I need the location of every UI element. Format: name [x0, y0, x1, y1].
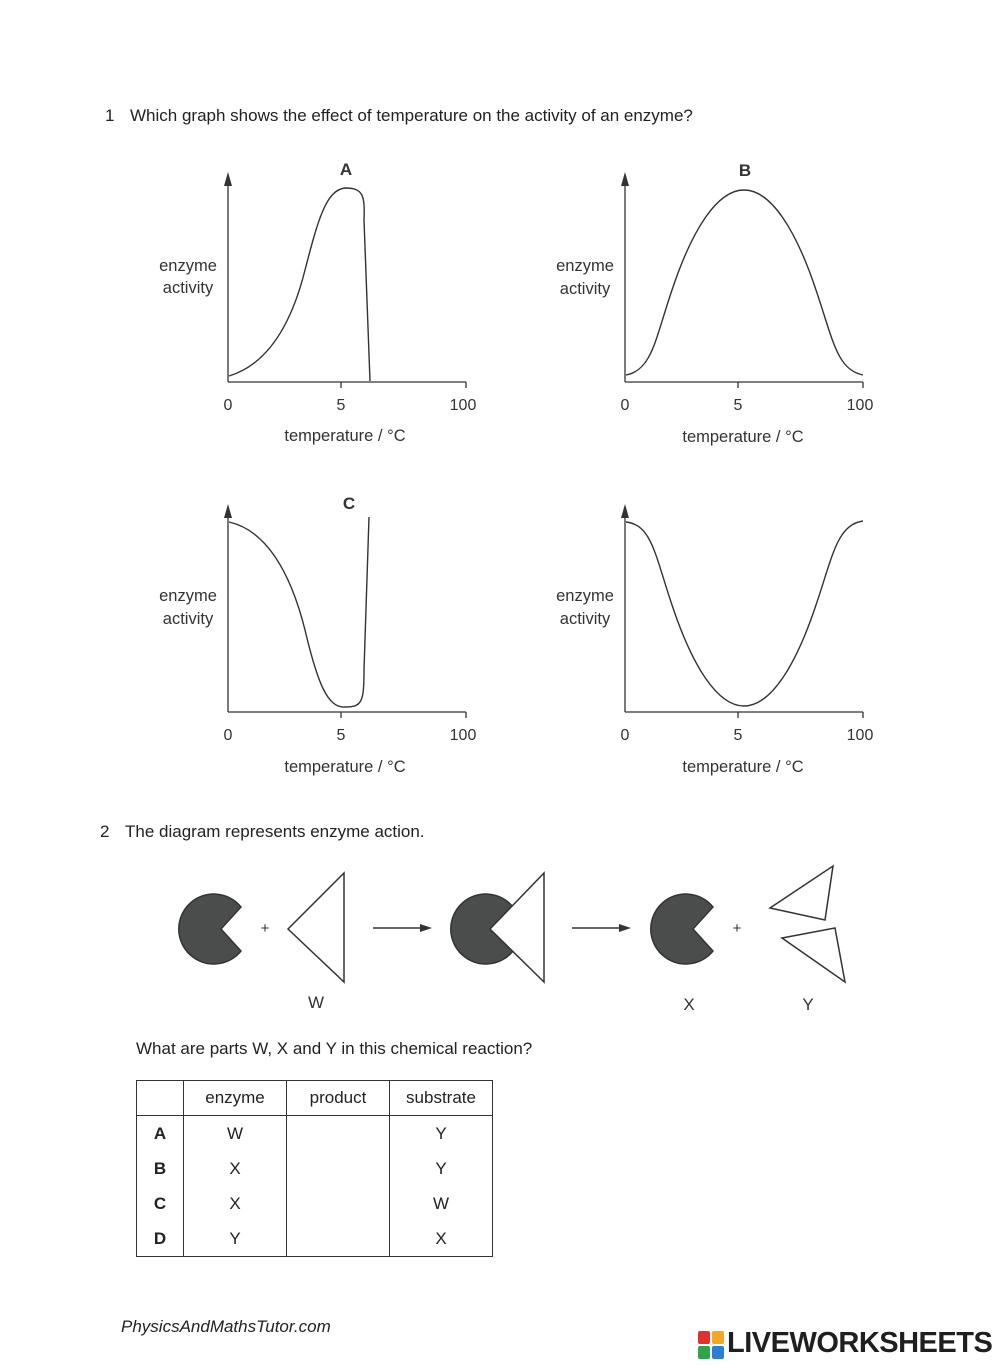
y-label-line1: enzyme [556, 587, 614, 605]
x-tick-5: 5 [336, 727, 346, 744]
table-row[interactable] [137, 1221, 493, 1257]
liveworksheets-logo-icon [698, 1331, 724, 1359]
cell-substrate: W [432, 1193, 450, 1213]
x-tick-100: 100 [846, 397, 874, 414]
label-y: Y [802, 995, 814, 1014]
plus-sign: + [260, 920, 270, 937]
arrow-head-icon [420, 924, 432, 932]
graph-c-title: C [342, 494, 356, 513]
enzyme-action-diagram [170, 855, 870, 1025]
y-label-line2: activity [162, 610, 214, 628]
question-1-number: 1 [105, 106, 115, 125]
x-tick-5: 5 [336, 397, 346, 414]
table-row[interactable] [137, 1151, 493, 1186]
graph-d [537, 480, 887, 780]
plus-sign: + [732, 920, 742, 937]
x-tick-5: 5 [733, 727, 743, 744]
y-axis-arrow-icon [224, 172, 232, 186]
y-label-line1: enzyme [556, 257, 614, 275]
option-label: B [137, 1151, 184, 1186]
question-2-text: The diagram represents enzyme action. [125, 822, 425, 841]
y-label-line1: enzyme [159, 257, 217, 275]
x-tick-0: 0 [620, 727, 630, 744]
table-header-row [137, 1081, 493, 1116]
cell-product [287, 1186, 390, 1221]
label-x: X [683, 995, 695, 1014]
table-row[interactable] [137, 1116, 493, 1152]
x-tick-100: 100 [846, 727, 874, 744]
curve-d [626, 521, 863, 706]
cell-substrate: Y [435, 1158, 447, 1178]
product-triangle-upper [770, 866, 833, 920]
cell-substrate: Y [435, 1123, 447, 1143]
cell-enzyme: Y [184, 1221, 287, 1257]
option-label: A [137, 1116, 184, 1152]
x-tick-0: 0 [223, 727, 233, 744]
enzyme-shape-x [651, 894, 713, 964]
answer-table [136, 1080, 493, 1257]
y-axis-arrow-icon [224, 504, 232, 518]
x-label: temperature / °C [284, 427, 406, 445]
x-tick-5: 5 [733, 397, 743, 414]
y-label-line2: activity [559, 610, 611, 628]
cell-product [287, 1151, 390, 1186]
cell-product [287, 1221, 390, 1257]
x-tick-0: 0 [620, 397, 630, 414]
x-tick-100: 100 [449, 727, 477, 744]
product-triangle-lower [782, 928, 845, 982]
substrate-triangle-bound [490, 873, 544, 982]
cell-enzyme: X [184, 1186, 287, 1221]
option-label: C [137, 1186, 184, 1221]
table-header-product: product [287, 1081, 390, 1116]
table-header-enzyme: enzyme [184, 1081, 287, 1116]
question-2-prompt: What are parts W, X and Y in this chemical reaction? [136, 1039, 533, 1058]
y-label-line2: activity [559, 280, 611, 298]
graph-a [140, 150, 490, 450]
cell-substrate: X [435, 1228, 447, 1248]
substrate-triangle-w [288, 873, 344, 982]
option-label: D [137, 1221, 184, 1257]
cell-enzyme: W [184, 1116, 287, 1152]
arrow-head-icon [619, 924, 631, 932]
enzyme-shape [179, 894, 241, 964]
y-label-line1: enzyme [159, 587, 217, 605]
x-label: temperature / °C [682, 428, 804, 446]
graph-c [140, 480, 490, 780]
cell-enzyme: X [184, 1151, 287, 1186]
cell-product [287, 1116, 390, 1152]
liveworksheets-logo[interactable] [698, 1328, 998, 1362]
graph-b-title: B [738, 161, 752, 180]
footer-source: PhysicsAndMathsTutor.com [121, 1317, 331, 1336]
y-axis-arrow-icon [621, 172, 629, 186]
x-tick-100: 100 [449, 397, 477, 414]
brand-text: LIVEWORKSHEETS [727, 1327, 993, 1359]
y-label-line2: activity [162, 279, 214, 297]
x-tick-0: 0 [223, 397, 233, 414]
x-label: temperature / °C [682, 758, 804, 776]
graph-b [537, 150, 887, 450]
question-1-text: Which graph shows the effect of temperature on the activity of an enzyme? [130, 106, 693, 125]
table-row[interactable] [137, 1186, 493, 1221]
curve-b [626, 190, 863, 375]
question-2-number: 2 [100, 822, 110, 841]
x-label: temperature / °C [284, 758, 406, 776]
label-w: W [307, 993, 325, 1012]
curve-a [229, 188, 370, 381]
curve-c [229, 517, 369, 707]
graph-a-title: A [339, 160, 353, 179]
y-axis-arrow-icon [621, 504, 629, 518]
table-header [137, 1081, 184, 1116]
table-header-substrate: substrate [390, 1081, 493, 1116]
